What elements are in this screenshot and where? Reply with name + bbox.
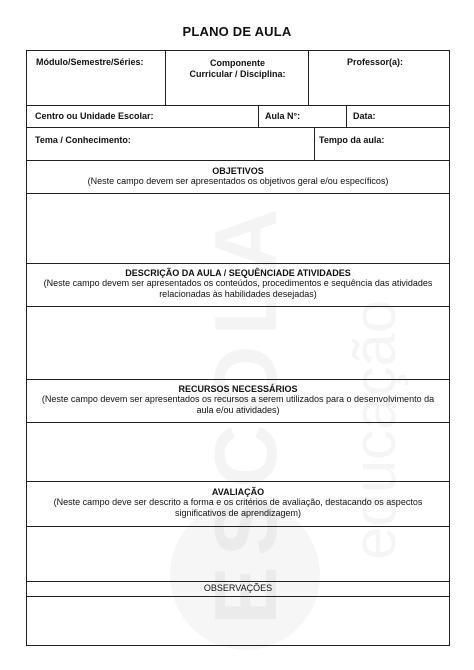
- professor-label: Professor(a):: [347, 57, 404, 67]
- lesson-plan-form: [26, 50, 450, 646]
- page-title: PLANO DE AULA: [182, 24, 292, 39]
- tempo-cell[interactable]: [315, 128, 449, 160]
- recursos-header: [27, 380, 449, 423]
- tempo-label: Tempo da aula:: [319, 135, 385, 145]
- data-cell[interactable]: [347, 106, 449, 127]
- observacoes-header: [27, 582, 449, 597]
- modulo-cell[interactable]: [27, 51, 166, 105]
- professor-cell[interactable]: [309, 51, 449, 105]
- objetivos-heading: [27, 166, 449, 187]
- info-row: [27, 106, 449, 128]
- header-row: [27, 51, 449, 106]
- tema-label: Tema / Conhecimento:: [35, 135, 131, 145]
- centro-cell[interactable]: [27, 106, 259, 127]
- componente-label: [166, 58, 309, 80]
- modulo-label: Módulo/Semestre/Séries:: [36, 57, 144, 67]
- avaliacao-field[interactable]: [27, 527, 449, 582]
- descricao-field[interactable]: [27, 307, 449, 380]
- recursos-title: RECURSOS NECESSÁRIOS: [178, 384, 298, 394]
- componente-label-line2: Curricular / Disciplina:: [189, 69, 286, 79]
- avaliacao-heading: [27, 487, 449, 519]
- objetivos-title: OBJETIVOS: [212, 166, 264, 176]
- observacoes-title: OBSERVAÇÕES: [203, 583, 273, 593]
- componente-label-line1: Componente: [210, 58, 265, 68]
- recursos-desc-line1: (Neste campo devem ser apresentados os recursos a serem utilizados para o desenvolvimento da: [41, 394, 435, 404]
- recursos-field[interactable]: [27, 423, 449, 482]
- avaliacao-desc-line2: significativos de aprendizagem): [174, 508, 302, 518]
- descricao-desc-line2: relacionadas às habilidades desejadas): [159, 289, 317, 299]
- objetivos-header: [27, 161, 449, 194]
- avaliacao-desc-line1: (Neste campo deve ser descrito a forma e os critérios de avaliação, destacando os aspectos: [53, 497, 423, 507]
- objetivos-desc: (Neste campo devem ser apresentados os objetivos geral e/ou específicos): [87, 176, 389, 186]
- centro-label: Centro ou Unidade Escolar:: [35, 111, 154, 121]
- avaliacao-title: AVALIAÇÃO: [211, 487, 265, 497]
- recursos-desc-line2: aula e/ou atividades): [196, 405, 280, 415]
- recursos-heading: [27, 384, 449, 416]
- data-label: Data:: [353, 111, 376, 121]
- aula-label: Aula N°:: [265, 111, 301, 121]
- observacoes-field[interactable]: [27, 597, 449, 645]
- descricao-heading: [27, 268, 449, 300]
- observacoes-heading: [27, 583, 449, 594]
- aula-cell[interactable]: [259, 106, 347, 127]
- tema-cell[interactable]: [27, 128, 315, 160]
- avaliacao-header: [27, 482, 449, 527]
- objetivos-field[interactable]: [27, 194, 449, 264]
- descricao-title: DESCRIÇÃO DA AULA / SEQUÊNCIADE ATIVIDADES: [125, 268, 351, 278]
- descricao-header: [27, 264, 449, 307]
- descricao-desc-line1: (Neste campo devem ser apresentados os conteúdos, procedimentos e sequência das atividades: [43, 278, 433, 288]
- componente-cell[interactable]: [166, 51, 309, 105]
- tema-row: [27, 128, 449, 161]
